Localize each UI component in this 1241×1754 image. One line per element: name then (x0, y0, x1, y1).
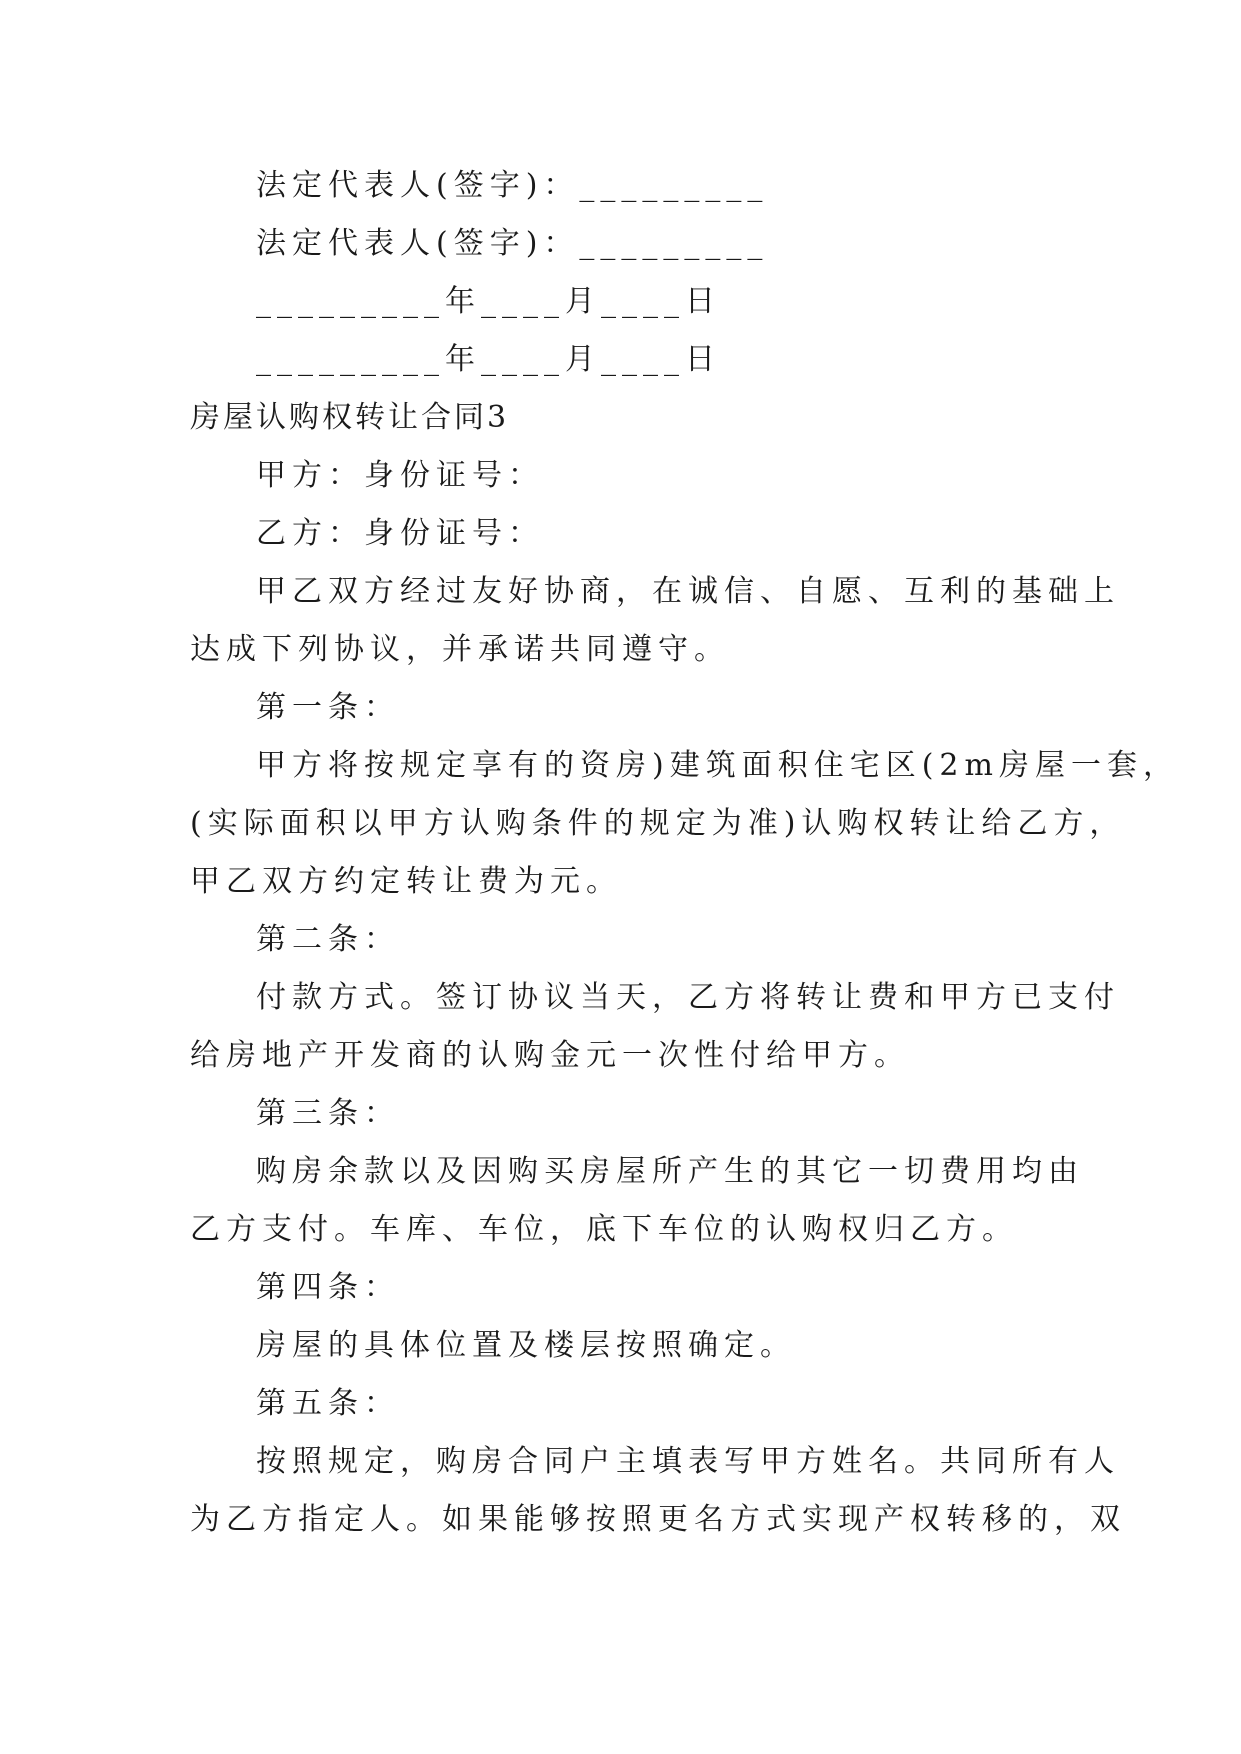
paragraph-line: 给房地产开发商的认购金元一次性付给甲方。 (190, 1038, 910, 1073)
date-line-2: _________年____月____日 (256, 342, 721, 377)
paragraph-line: (实际面积以甲方认购条件的规定为准)认购权转让给乙方， (190, 806, 1126, 841)
article-heading: 第三条： (256, 1096, 400, 1131)
paragraph-line: 甲乙双方经过友好协商，在诚信、自愿、互利的基础上 (256, 574, 1120, 609)
paragraph-line: 为乙方指定人。如果能够按照更名方式实现产权转移的，双 (190, 1502, 1126, 1537)
paragraph-line: 甲方将按规定享有的资房)建筑面积住宅区(2m房屋一套， (256, 748, 1179, 783)
paragraph-line: 付款方式。签订协议当天，乙方将转让费和甲方已支付 (256, 980, 1120, 1015)
article-heading: 第四条： (256, 1270, 400, 1305)
paragraph-line: 房屋的具体位置及楼层按照确定。 (256, 1328, 796, 1363)
paragraph-line: 购房余款以及因购买房屋所产生的其它一切费用均由 (256, 1154, 1084, 1189)
paragraph-line: 按照规定，购房合同户主填表写甲方姓名。共同所有人 (256, 1444, 1120, 1479)
signature-line-2: 法定代表人(签字)：_________ (256, 226, 769, 261)
article-heading: 第五条： (256, 1386, 400, 1421)
article-heading: 第二条： (256, 922, 400, 957)
contract-title: 房屋认购权转让合同3 (190, 400, 510, 435)
paragraph-line: 达成下列协议，并承诺共同遵守。 (190, 632, 730, 667)
party-a-line: 甲方：身份证号： (256, 458, 544, 493)
signature-line-1: 法定代表人(签字)：_________ (256, 168, 769, 203)
paragraph-line: 乙方支付。车库、车位，底下车位的认购权归乙方。 (190, 1212, 1018, 1247)
date-line-1: _________年____月____日 (256, 284, 721, 319)
paragraph-line: 甲乙双方约定转让费为元。 (190, 864, 622, 899)
article-heading: 第一条： (256, 690, 400, 725)
party-b-line: 乙方：身份证号： (256, 516, 544, 551)
